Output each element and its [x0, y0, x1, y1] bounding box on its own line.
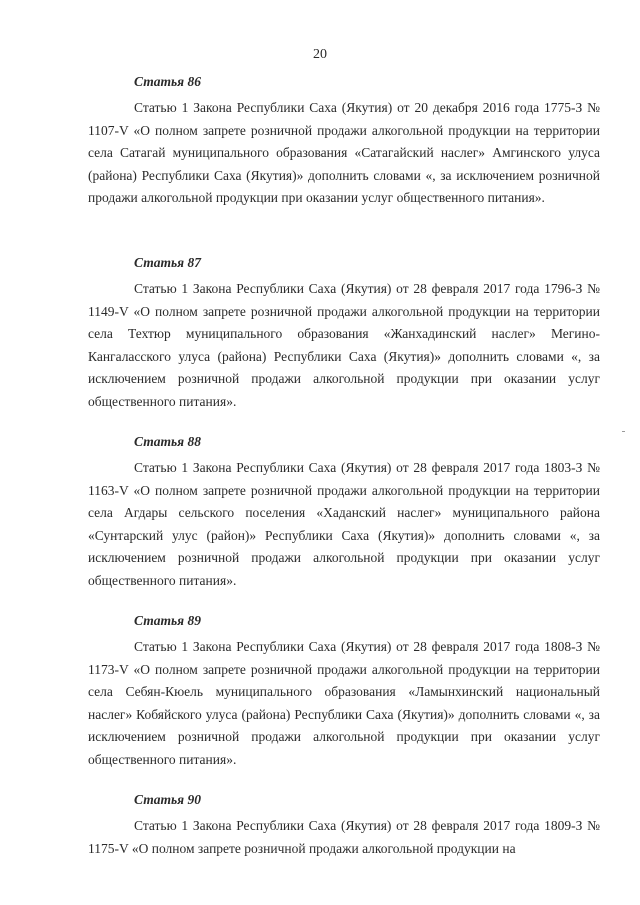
article-86 [88, 73, 600, 210]
scan-margin-mark [622, 431, 625, 432]
article-title: Статья 87 [134, 255, 201, 270]
article-title: Статья 90 [134, 792, 201, 807]
article-text: Статью 1 Закона Республики Саха (Якутия) от 28 февраля 2017 года 1808-З № 1173-V «О полном запрете розничной продажи алкогольной продукции на территории села Себян-Кюель муниципального образования «Ламынхинский национальный наслег» Кобяйского улуса (района) Республики Саха (Якутия)» дополнить словами «, за исключением розничной продажи алкогольной продукции при оказании услуг общественного питания». [88, 639, 600, 767]
article-title: Статья 86 [134, 74, 201, 89]
article-title: Статья 89 [134, 613, 201, 628]
article-text: Статью 1 Закона Республики Саха (Якутия) от 28 февраля 2017 года 1809-З № 1175-V «О полном запрете розничной продажи алкогольной продукции на [88, 818, 600, 856]
article-90 [88, 791, 600, 860]
article-text: Статью 1 Закона Республики Саха (Якутия) от 20 декабря 2016 года 1775-З № 1107-V «О полном запрете розничной продажи алкогольной продукции на территории села Сатагай муниципального образования «Сатагайский наслег» Амгинского улуса (района) Республики Саха (Якутия)» дополнить словами «, за исключением розничной продажи алкогольной продукции при оказании услуг общественного питания». [88, 100, 600, 206]
article-title: Статья 88 [134, 434, 201, 449]
page-number: 20 [313, 47, 327, 62]
article-88 [88, 433, 600, 593]
article-89 [88, 612, 600, 772]
article-87 [88, 254, 600, 414]
article-text: Статью 1 Закона Республики Саха (Якутия) от 28 февраля 2017 года 1803-З № 1163-V «О полном запрете розничной продажи алкогольной продукции на территории села Агдары сельского поселения «Хаданский наслег» муниципального района «Сунтарский улус (район)» Республики Саха (Якутия)» дополнить словами «, за исключением розничной продажи алкогольной продукции при оказании услуг общественного питания». [88, 460, 600, 588]
article-text: Статью 1 Закона Республики Саха (Якутия) от 28 февраля 2017 года 1796-З № 1149-V «О полном запрете розничной продажи алкогольной продукции на территории села Техтюр муниципального образования «Жанхадинский наслег» Мегино-Кангаласского улуса (района) Республики Саха (Якутия)» дополнить словами «, за исключением розничной продажи алкогольной продукции при оказании услуг общественного питания». [88, 281, 600, 409]
